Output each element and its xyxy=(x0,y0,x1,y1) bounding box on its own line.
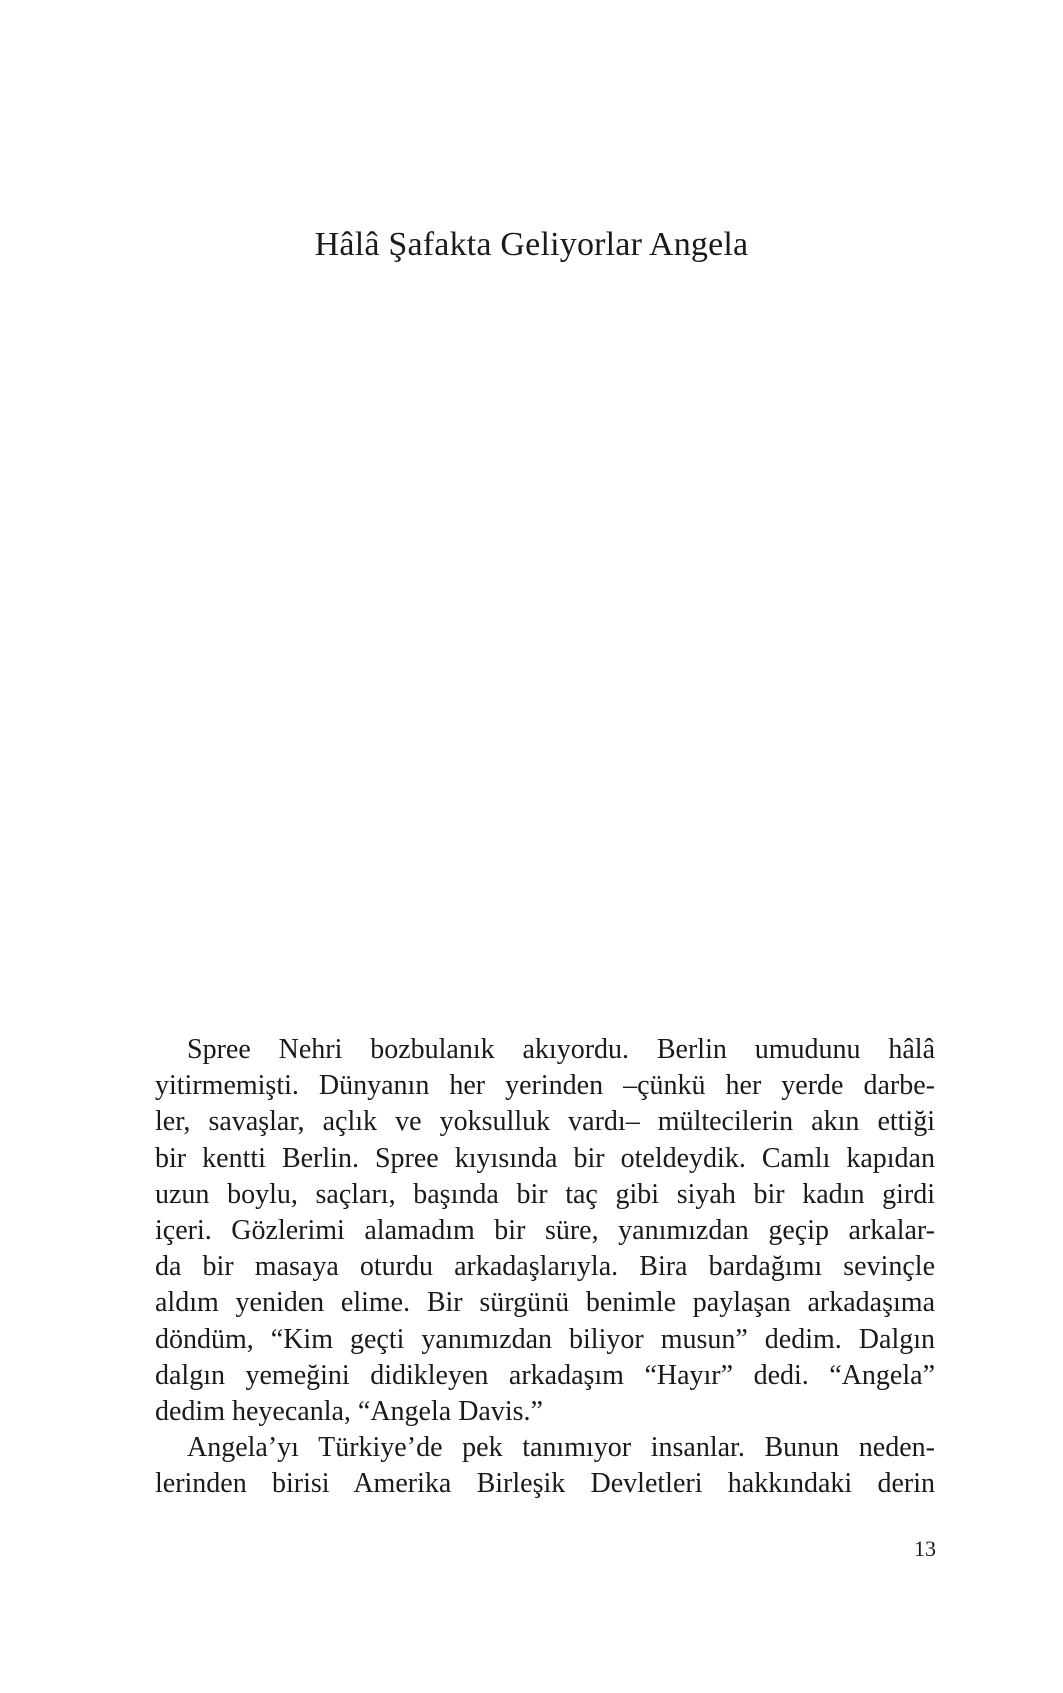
text-line: dalgın yemeğini didikleyen arkadaşım “Hayır” dedi. “Angela” xyxy=(155,1359,935,1391)
text-line: Angela’yı Türkiye’de pek tanımıyor insanlar. Bunun neden- xyxy=(187,1432,935,1464)
text-line: bir kentti Berlin. Spree kıyısında bir oteldeydik. Camlı kapıdan xyxy=(155,1142,935,1174)
text-line: döndüm, “Kim geçti yanımızdan biliyor musun” dedim. Dalgın xyxy=(155,1323,935,1355)
text-line: aldım yeniden elime. Bir sürgünü benimle paylaşan arkadaşıma xyxy=(155,1287,935,1319)
text-line: ler, savaşlar, açlık ve yoksulluk vardı– mültecilerin akın ettiği xyxy=(155,1106,935,1138)
chapter-title: Hâlâ Şafakta Geliyorlar Angela xyxy=(314,226,749,263)
text-line: da bir masaya oturdu arkadaşlarıyla. Bira bardağımı sevinçle xyxy=(155,1251,935,1283)
text-line: uzun boylu, saçları, başında bir taç gibi siyah bir kadın girdi xyxy=(155,1178,935,1210)
body-text xyxy=(155,1032,935,1502)
text-line: dedim heyecanla, “Angela Davis.” xyxy=(155,1395,543,1427)
text-line: yitirmemişti. Dünyanın her yerinden –çünkü her yerde darbe- xyxy=(155,1070,935,1102)
text-line: içeri. Gözlerimi alamadım bir süre, yanımızdan geçip arkalar- xyxy=(155,1214,935,1246)
text-line: lerinden birisi Amerika Birleşik Devletleri hakkındaki derin xyxy=(155,1468,935,1500)
page-number: 13 xyxy=(914,1536,936,1561)
text-line: Spree Nehri bozbulanık akıyordu. Berlin umudunu hâlâ xyxy=(187,1034,935,1065)
